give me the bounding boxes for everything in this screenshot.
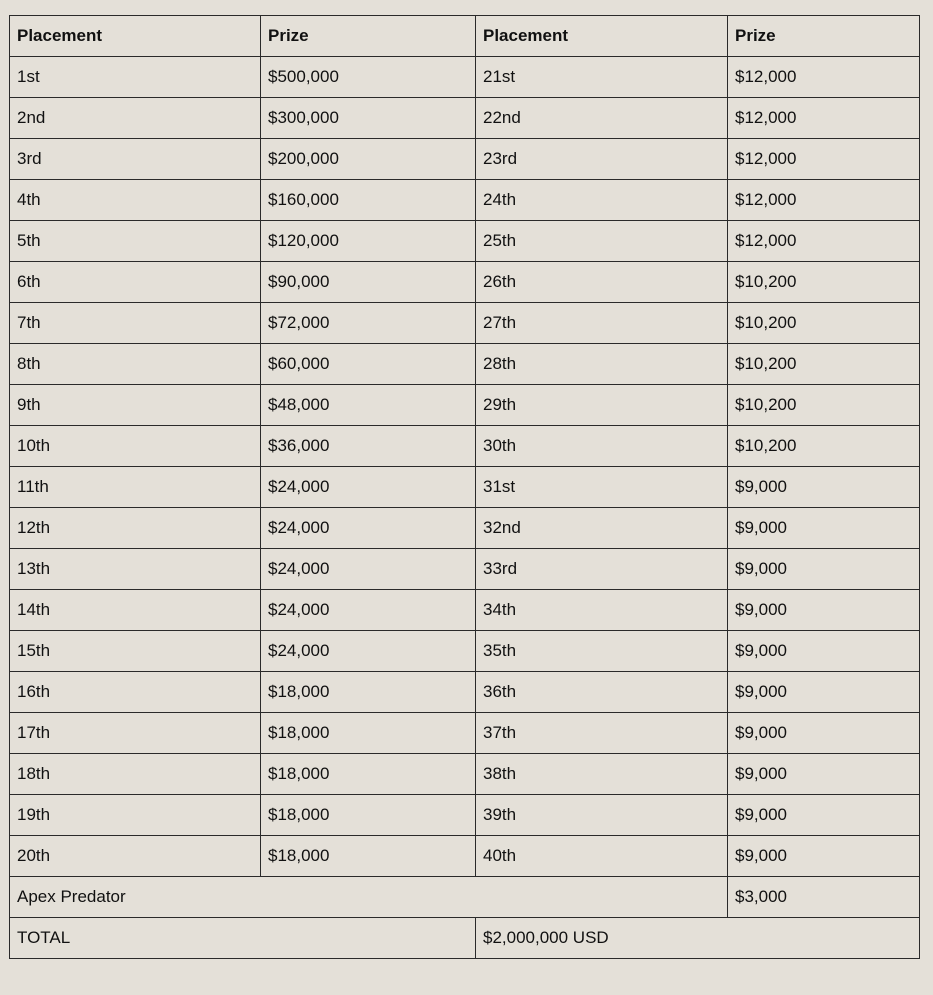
- table-row: [10, 508, 920, 549]
- total-row: [10, 918, 920, 959]
- apex-predator-row: [10, 877, 920, 918]
- prize-pool-table: [9, 15, 920, 959]
- table-row: [10, 262, 920, 303]
- prize-cell: $18,000: [261, 836, 476, 877]
- placement-cell: 3rd: [10, 139, 261, 180]
- placement-cell: 31st: [476, 467, 728, 508]
- prize-cell: $72,000: [261, 303, 476, 344]
- placement-cell: 37th: [476, 713, 728, 754]
- prize-cell: $10,200: [728, 262, 920, 303]
- prize-cell: $24,000: [261, 508, 476, 549]
- table-body: [10, 57, 920, 877]
- prize-cell: $200,000: [261, 139, 476, 180]
- prize-cell: $500,000: [261, 57, 476, 98]
- prize-cell: $10,200: [728, 303, 920, 344]
- prize-cell: $9,000: [728, 713, 920, 754]
- prize-cell: $24,000: [261, 631, 476, 672]
- total-value: $2,000,000 USD: [476, 918, 920, 959]
- table-row: [10, 221, 920, 262]
- placement-cell: 10th: [10, 426, 261, 467]
- prize-cell: $12,000: [728, 98, 920, 139]
- table-row: [10, 836, 920, 877]
- table-row: [10, 180, 920, 221]
- table-row: [10, 672, 920, 713]
- placement-cell: 19th: [10, 795, 261, 836]
- prize-cell: $9,000: [728, 631, 920, 672]
- placement-cell: 40th: [476, 836, 728, 877]
- placement-cell: 7th: [10, 303, 261, 344]
- placement-cell: 13th: [10, 549, 261, 590]
- placement-cell: 30th: [476, 426, 728, 467]
- placement-cell: 22nd: [476, 98, 728, 139]
- prize-cell: $9,000: [728, 795, 920, 836]
- placement-cell: 1st: [10, 57, 261, 98]
- placement-cell: 20th: [10, 836, 261, 877]
- apex-predator-prize: $3,000: [728, 877, 920, 918]
- placement-cell: 28th: [476, 344, 728, 385]
- prize-cell: $10,200: [728, 344, 920, 385]
- table-row: [10, 426, 920, 467]
- apex-predator-label: Apex Predator: [10, 877, 728, 918]
- placement-cell: 4th: [10, 180, 261, 221]
- placement-cell: 25th: [476, 221, 728, 262]
- prize-cell: $18,000: [261, 713, 476, 754]
- total-label: TOTAL: [10, 918, 476, 959]
- header-prize-left: Prize: [261, 16, 476, 57]
- table-row: [10, 98, 920, 139]
- prize-cell: $9,000: [728, 549, 920, 590]
- placement-cell: 29th: [476, 385, 728, 426]
- table-row: [10, 139, 920, 180]
- placement-cell: 6th: [10, 262, 261, 303]
- prize-cell: $60,000: [261, 344, 476, 385]
- prize-cell: $160,000: [261, 180, 476, 221]
- table-row: [10, 713, 920, 754]
- prize-cell: $9,000: [728, 467, 920, 508]
- prize-cell: $300,000: [261, 98, 476, 139]
- placement-cell: 32nd: [476, 508, 728, 549]
- table-row: [10, 590, 920, 631]
- table-row: [10, 344, 920, 385]
- placement-cell: 36th: [476, 672, 728, 713]
- prize-cell: $90,000: [261, 262, 476, 303]
- header-placement-right: Placement: [476, 16, 728, 57]
- prize-cell: $18,000: [261, 795, 476, 836]
- prize-cell: $9,000: [728, 836, 920, 877]
- placement-cell: 17th: [10, 713, 261, 754]
- prize-cell: $12,000: [728, 139, 920, 180]
- prize-cell: $24,000: [261, 467, 476, 508]
- prize-cell: $10,200: [728, 385, 920, 426]
- prize-cell: $120,000: [261, 221, 476, 262]
- prize-cell: $18,000: [261, 672, 476, 713]
- prize-cell: $9,000: [728, 754, 920, 795]
- placement-cell: 24th: [476, 180, 728, 221]
- placement-cell: 23rd: [476, 139, 728, 180]
- placement-cell: 14th: [10, 590, 261, 631]
- placement-cell: 2nd: [10, 98, 261, 139]
- placement-cell: 27th: [476, 303, 728, 344]
- placement-cell: 38th: [476, 754, 728, 795]
- placement-cell: 9th: [10, 385, 261, 426]
- prize-cell: $12,000: [728, 180, 920, 221]
- table-row: [10, 631, 920, 672]
- placement-cell: 39th: [476, 795, 728, 836]
- table-row: [10, 385, 920, 426]
- placement-cell: 15th: [10, 631, 261, 672]
- header-placement-left: Placement: [10, 16, 261, 57]
- placement-cell: 12th: [10, 508, 261, 549]
- placement-cell: 18th: [10, 754, 261, 795]
- prize-cell: $18,000: [261, 754, 476, 795]
- placement-cell: 5th: [10, 221, 261, 262]
- placement-cell: 11th: [10, 467, 261, 508]
- prize-cell: $24,000: [261, 590, 476, 631]
- prize-cell: $9,000: [728, 508, 920, 549]
- placement-cell: 8th: [10, 344, 261, 385]
- prize-cell: $12,000: [728, 221, 920, 262]
- table-row: [10, 303, 920, 344]
- prize-cell: $24,000: [261, 549, 476, 590]
- table-row: [10, 467, 920, 508]
- header-prize-right: Prize: [728, 16, 920, 57]
- placement-cell: 16th: [10, 672, 261, 713]
- table-row: [10, 549, 920, 590]
- prize-cell: $36,000: [261, 426, 476, 467]
- table-row: [10, 57, 920, 98]
- prize-cell: $9,000: [728, 590, 920, 631]
- placement-cell: 35th: [476, 631, 728, 672]
- prize-cell: $48,000: [261, 385, 476, 426]
- prize-cell: $9,000: [728, 672, 920, 713]
- table-header-row: [10, 16, 920, 57]
- placement-cell: 26th: [476, 262, 728, 303]
- placement-cell: 33rd: [476, 549, 728, 590]
- prize-cell: $10,200: [728, 426, 920, 467]
- placement-cell: 21st: [476, 57, 728, 98]
- table-row: [10, 754, 920, 795]
- prize-cell: $12,000: [728, 57, 920, 98]
- placement-cell: 34th: [476, 590, 728, 631]
- table-row: [10, 795, 920, 836]
